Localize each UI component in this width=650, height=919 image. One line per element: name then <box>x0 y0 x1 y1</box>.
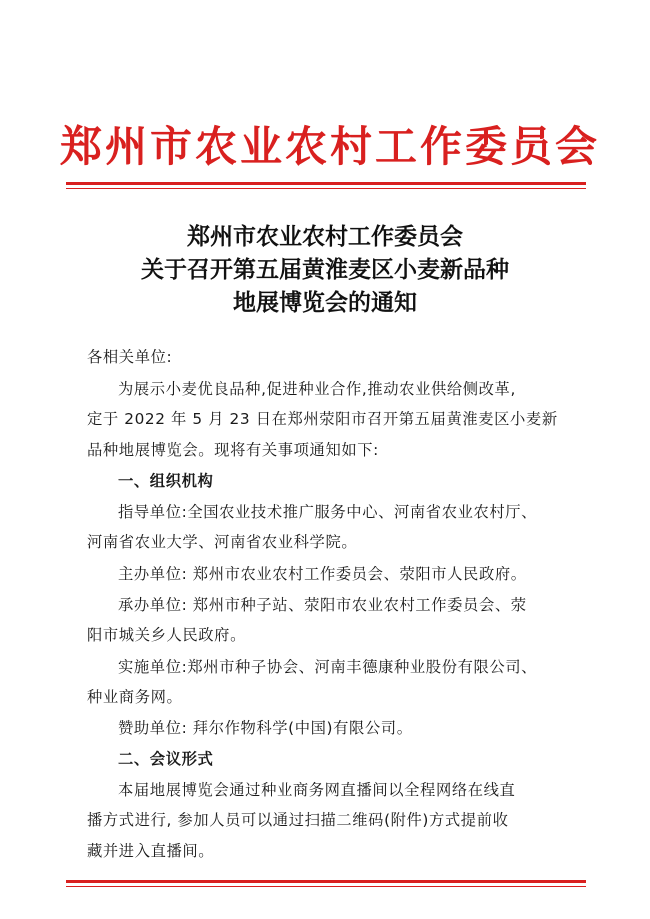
org-line-host: 主办单位: 郑州市农业农村工作委员会、荥阳市人民政府。 <box>118 565 527 583</box>
document-title <box>60 220 590 319</box>
title-line-2: 关于召开第五届黄淮麦区小麦新品种 <box>141 256 509 283</box>
meeting-line-2: 播方式进行, 参加人员可以通过扫描二维码(附件)方式提前收 <box>87 811 509 829</box>
org-line-implementer-1: 实施单位:郑州市种子协会、河南丰德康种业股份有限公司、 <box>118 658 538 676</box>
meeting-line-3: 藏并进入直播间。 <box>87 842 215 860</box>
org-line-sponsor: 赞助单位: 拜尔作物科学(中国)有限公司。 <box>118 719 413 737</box>
salutation: 各相关单位: <box>87 348 173 366</box>
org-line-organizer-1: 承办单位: 郑州市种子站、荥阳市农业农村工作委员会、荥 <box>118 596 527 614</box>
title-line-1: 郑州市农业农村工作委员会 <box>187 223 463 250</box>
footer-red-rule-thick <box>66 880 586 883</box>
org-line-implementer-2: 种业商务网。 <box>87 688 183 706</box>
section-heading-organization: 一、组织机构 <box>118 472 214 490</box>
section-heading-meeting-format: 二、会议形式 <box>118 750 214 768</box>
title-line-3: 地展博览会的通知 <box>233 289 417 316</box>
org-line-guiding-1: 指导单位:全国农业技术推广服务中心、河南省农业农村厅、 <box>118 503 538 521</box>
org-line-guiding-2: 河南省农业大学、河南省农业科学院。 <box>87 533 358 551</box>
org-line-organizer-2: 阳市城关乡人民政府。 <box>87 626 246 644</box>
meeting-line-1: 本届地展博览会通过种业商务网直播间以全程网络在线直 <box>118 781 516 799</box>
intro-line-2: 定于 2022 年 5 月 23 日在郑州荥阳市召开第五届黄淮麦区小麦新 <box>87 410 558 428</box>
footer-red-rule-thin <box>66 886 586 887</box>
header-red-rule-thin <box>66 188 586 189</box>
intro-line-3: 品种地展博览会。现将有关事项通知如下: <box>87 441 379 459</box>
header-organization-name: 郑州市农业农村工作委员会 <box>60 122 601 171</box>
header-red-rule-thick <box>66 182 586 185</box>
intro-line-1: 为展示小麦优良品种,促进种业合作,推动农业供给侧改革, <box>118 380 516 398</box>
